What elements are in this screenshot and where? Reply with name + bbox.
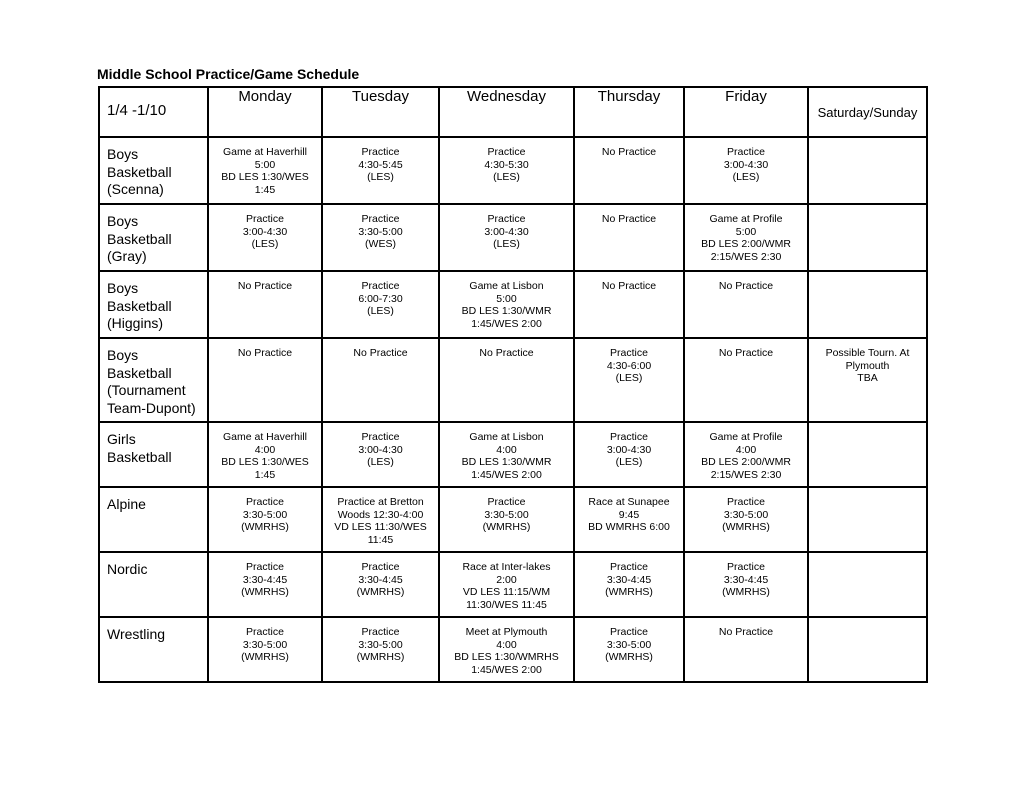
schedule-cell-line: Practice: [727, 496, 765, 508]
team-name-line: Basketball: [107, 364, 172, 381]
team-name-cell: [99, 487, 208, 552]
schedule-cell-line: BD LES 2:00/WMR: [701, 238, 791, 250]
header-row: [99, 87, 927, 137]
schedule-cell: [684, 487, 808, 552]
team-name-line: Basketball: [107, 448, 172, 465]
schedule-cell: [684, 422, 808, 487]
schedule-cell-line: (WMRHS): [605, 651, 653, 663]
schedule-cell-line: 1:45: [254, 468, 276, 481]
schedule-cell-line: Game at Haverhill: [222, 146, 308, 158]
schedule-cell-line: (WMRHS): [356, 651, 405, 663]
schedule-cell-line: Practice: [246, 213, 284, 225]
schedule-cell-line: 5:00: [735, 225, 757, 238]
schedule-cell-line: 3:30-5:00: [484, 508, 529, 521]
schedule-cell-line: 1:45/WES 2:00: [471, 317, 542, 330]
schedule-cell-line: 3:00-4:30: [723, 158, 769, 171]
table-row: [99, 271, 927, 338]
team-name-line: Wrestling: [107, 626, 166, 642]
schedule-cell-line: BD LES 1:30/WMR: [461, 305, 552, 317]
schedule-cell-line: 1:45/WES 2:00: [471, 468, 542, 481]
schedule-cell-line: Practice: [361, 626, 400, 638]
team-name-line: (Tournament: [107, 382, 186, 398]
schedule-cell-line: (WMRHS): [722, 586, 770, 598]
schedule-cell-line: Game at Profile: [709, 213, 783, 225]
schedule-cell: [322, 617, 439, 682]
schedule-cell: [208, 271, 322, 338]
schedule-cell-line: 3:30-4:45: [358, 573, 403, 586]
schedule-cell-line: 5:00: [496, 292, 517, 305]
schedule-cell-line: BD LES 1:30/WES: [221, 456, 309, 468]
schedule-cell: [208, 487, 322, 552]
day-header-friday: Friday: [684, 87, 808, 137]
team-name-line: Nordic: [107, 561, 148, 577]
schedule-cell-line: Meet at Plymouth: [465, 626, 548, 638]
schedule-cell: [322, 271, 439, 338]
schedule-cell-line: (WMRHS): [605, 586, 653, 598]
schedule-cell: [808, 617, 927, 682]
schedule-cell-line: Possible Tourn. At: [825, 347, 910, 359]
team-name-line: Boys: [107, 280, 139, 296]
schedule-cell-line: No Practice: [718, 347, 774, 359]
schedule-cell-line: Practice: [361, 146, 400, 158]
team-name-line: (Scenna): [107, 181, 164, 197]
schedule-cell: [322, 422, 439, 487]
schedule-cell-line: 3:30-5:00: [606, 638, 652, 651]
schedule-cell-line: Game at Profile: [709, 431, 783, 443]
schedule-cell-line: No Practice: [601, 280, 657, 292]
schedule-cell: [322, 204, 439, 271]
schedule-cell: [208, 338, 322, 422]
schedule-cell-line: (LES): [367, 305, 394, 317]
team-name-line: Basketball: [107, 230, 172, 247]
schedule-cell: [684, 617, 808, 682]
schedule-cell-line: Practice: [361, 561, 400, 573]
schedule-cell-line: Practice: [361, 431, 400, 443]
team-name-line: Boys: [107, 146, 139, 162]
schedule-cell-line: Practice: [610, 626, 648, 638]
schedule-cell-line: No Practice: [718, 280, 774, 292]
schedule-table: [98, 86, 928, 683]
team-name-line: Basketball: [107, 163, 172, 180]
schedule-cell: [208, 204, 322, 271]
team-name-line: Boys: [107, 213, 139, 229]
schedule-cell-line: Plymouth: [845, 359, 890, 372]
table-row: [99, 137, 927, 204]
schedule-cell-line: 4:30-5:45: [358, 158, 403, 171]
schedule-cell-line: (LES): [615, 372, 643, 384]
schedule-cell-line: 1:45/WES 2:00: [471, 663, 542, 676]
schedule-cell: [574, 487, 684, 552]
day-header-weekend: Saturday/Sunday: [808, 87, 927, 137]
schedule-cell-line: 3:30-5:00: [242, 638, 288, 651]
schedule-cell-line: 3:30-5:00: [242, 508, 288, 521]
schedule-cell-line: Game at Haverhill: [222, 431, 308, 443]
schedule-cell-line: Practice: [610, 561, 648, 573]
schedule-cell-line: 4:00: [496, 638, 517, 651]
schedule-cell-line: Practice: [610, 431, 648, 443]
schedule-cell-line: (WMRHS): [241, 651, 289, 663]
schedule-cell-line: Practice: [487, 496, 526, 508]
schedule-cell-line: 6:00-7:30: [358, 292, 403, 305]
schedule-cell-line: Practice: [361, 280, 400, 292]
table-row: [99, 422, 927, 487]
schedule-cell-line: (WMRHS): [722, 521, 770, 533]
table-row: [99, 552, 927, 617]
schedule-cell-line: 1:45: [254, 183, 276, 196]
team-name-line: (Gray): [107, 248, 147, 264]
team-name-line: Alpine: [107, 496, 146, 512]
schedule-cell: [684, 137, 808, 204]
schedule-cell-line: 4:00: [254, 443, 276, 456]
schedule-cell-line: 3:00-4:30: [606, 443, 652, 456]
schedule-cell-line: (LES): [732, 171, 760, 183]
schedule-cell-line: 11:45: [367, 533, 394, 546]
table-row: [99, 617, 927, 682]
schedule-cell-line: 3:00-4:30: [484, 225, 529, 238]
schedule-cell-line: 4:30-6:00: [606, 359, 652, 372]
schedule-cell-line: No Practice: [601, 213, 657, 225]
schedule-cell-line: 5:00: [254, 158, 276, 171]
schedule-cell: [439, 552, 574, 617]
team-name-cell: [99, 552, 208, 617]
schedule-cell-line: (WMRHS): [482, 521, 531, 533]
schedule-cell-line: No Practice: [479, 347, 534, 359]
team-name-line: Team-Dupont): [107, 399, 196, 416]
schedule-cell-line: 3:30-4:45: [242, 573, 288, 586]
schedule-cell: [439, 338, 574, 422]
schedule-cell: [574, 422, 684, 487]
day-header-monday: Monday: [208, 87, 322, 137]
schedule-cell-line: Game at Lisbon: [469, 431, 544, 443]
day-header-tuesday: Tuesday: [322, 87, 439, 137]
schedule-cell-line: 2:15/WES 2:30: [710, 468, 782, 481]
schedule-cell-line: Practice: [246, 626, 284, 638]
schedule-body: [99, 137, 927, 682]
schedule-cell-line: No Practice: [718, 626, 774, 638]
schedule-cell-line: 2:15/WES 2:30: [710, 250, 782, 263]
schedule-cell: [808, 271, 927, 338]
schedule-cell-line: Game at Lisbon: [469, 280, 544, 292]
schedule-cell-line: 3:30-5:00: [358, 225, 403, 238]
schedule-cell-line: 3:30-4:45: [606, 573, 652, 586]
schedule-cell-line: Practice: [246, 561, 284, 573]
schedule-cell-line: No Practice: [237, 347, 293, 359]
schedule-cell-line: 2:00: [496, 573, 517, 586]
schedule-cell-line: 3:30-5:00: [723, 508, 769, 521]
team-name-cell: [99, 271, 208, 338]
schedule-cell: [684, 552, 808, 617]
schedule-cell-line: (LES): [367, 456, 394, 468]
schedule-cell-line: Practice: [727, 561, 765, 573]
schedule-cell: [808, 552, 927, 617]
schedule-cell-line: Race at Inter-lakes: [462, 561, 551, 573]
schedule-cell-line: (WMRHS): [356, 586, 405, 598]
schedule-cell-line: Practice: [610, 347, 648, 359]
schedule-cell-line: 11:30/WES 11:45: [466, 598, 547, 611]
schedule-cell: [439, 422, 574, 487]
schedule-cell: [684, 338, 808, 422]
schedule-cell: [808, 204, 927, 271]
schedule-cell-line: BD WMRHS 6:00: [588, 521, 670, 533]
schedule-cell: [574, 137, 684, 204]
schedule-cell-line: (LES): [493, 171, 520, 183]
schedule-cell: [439, 487, 574, 552]
schedule-cell: [808, 338, 927, 422]
schedule-cell-line: Practice at Bretton: [337, 496, 424, 508]
day-header-wednesday: Wednesday: [439, 87, 574, 137]
schedule-cell: [684, 204, 808, 271]
schedule-cell: [808, 487, 927, 552]
schedule-cell-line: No Practice: [601, 146, 657, 158]
schedule-cell-line: (WMRHS): [241, 521, 289, 533]
schedule-cell: [322, 338, 439, 422]
team-name-cell: [99, 338, 208, 422]
schedule-cell: [208, 617, 322, 682]
schedule-cell: [808, 422, 927, 487]
schedule-cell: [208, 422, 322, 487]
schedule-cell: [574, 204, 684, 271]
table-row: [99, 338, 927, 422]
schedule-cell-line: Race at Sunapee: [588, 496, 670, 508]
schedule-cell-line: (LES): [493, 238, 520, 250]
schedule-cell-line: BD LES 2:00/WMR: [701, 456, 791, 468]
table-row: [99, 204, 927, 271]
schedule-cell-line: 9:45: [618, 508, 640, 521]
schedule-cell-line: TBA: [857, 372, 878, 384]
schedule-cell-line: (WMRHS): [241, 586, 289, 598]
schedule-cell: [322, 487, 439, 552]
schedule-cell-line: No Practice: [353, 347, 408, 359]
schedule-cell-line: 3:00-4:30: [358, 443, 403, 456]
schedule-cell: [684, 271, 808, 338]
team-name-cell: [99, 137, 208, 204]
schedule-cell: [439, 271, 574, 338]
schedule-cell: [439, 617, 574, 682]
schedule-cell-line: BD LES 1:30/WMRHS: [454, 651, 559, 663]
schedule-cell: [574, 552, 684, 617]
schedule-cell: [322, 137, 439, 204]
schedule-cell-line: (WES): [365, 238, 396, 250]
schedule-cell: [574, 617, 684, 682]
schedule-cell-line: BD LES 1:30/WMR: [461, 456, 552, 468]
schedule-cell: [208, 137, 322, 204]
day-header-thursday: Thursday: [574, 87, 684, 137]
date-range: 1/4 -1/10: [99, 87, 208, 137]
schedule-cell: [322, 552, 439, 617]
team-name-cell: [99, 204, 208, 271]
schedule-cell-line: Practice: [487, 213, 526, 225]
schedule-cell-line: No Practice: [237, 280, 293, 292]
schedule-cell: [439, 137, 574, 204]
schedule-cell-line: (LES): [367, 171, 394, 183]
schedule-cell-line: 3:00-4:30: [242, 225, 288, 238]
team-name-line: Girls: [107, 431, 136, 447]
schedule-cell-line: 4:00: [735, 443, 757, 456]
schedule-cell-line: 3:30-4:45: [723, 573, 769, 586]
team-name-line: Boys: [107, 347, 139, 363]
schedule-cell: [574, 271, 684, 338]
schedule-cell-line: Practice: [727, 146, 765, 158]
document-title: Middle School Practice/Game Schedule: [97, 66, 360, 82]
schedule-cell-line: 3:30-5:00: [358, 638, 403, 651]
schedule-cell: [439, 204, 574, 271]
schedule-cell-line: 4:00: [496, 443, 517, 456]
schedule-cell-line: (LES): [615, 456, 643, 468]
schedule-cell-line: Practice: [487, 146, 526, 158]
team-name-cell: [99, 422, 208, 487]
table-row: [99, 487, 927, 552]
team-name-cell: [99, 617, 208, 682]
schedule-cell-line: Practice: [246, 496, 284, 508]
schedule-cell-line: VD LES 11:30/WES: [334, 521, 427, 533]
schedule-cell-line: BD LES 1:30/WES: [221, 171, 309, 183]
team-name-line: Basketball: [107, 297, 172, 314]
schedule-cell-line: (LES): [251, 238, 279, 250]
schedule-cell-line: Practice: [361, 213, 400, 225]
schedule-cell: [808, 137, 927, 204]
schedule-cell-line: 4:30-5:30: [484, 158, 529, 171]
team-name-line: (Higgins): [107, 315, 164, 331]
schedule-cell: [574, 338, 684, 422]
schedule-cell-line: Woods 12:30-4:00: [337, 508, 424, 521]
schedule-cell-line: VD LES 11:15/WM: [462, 586, 551, 598]
schedule-cell: [208, 552, 322, 617]
